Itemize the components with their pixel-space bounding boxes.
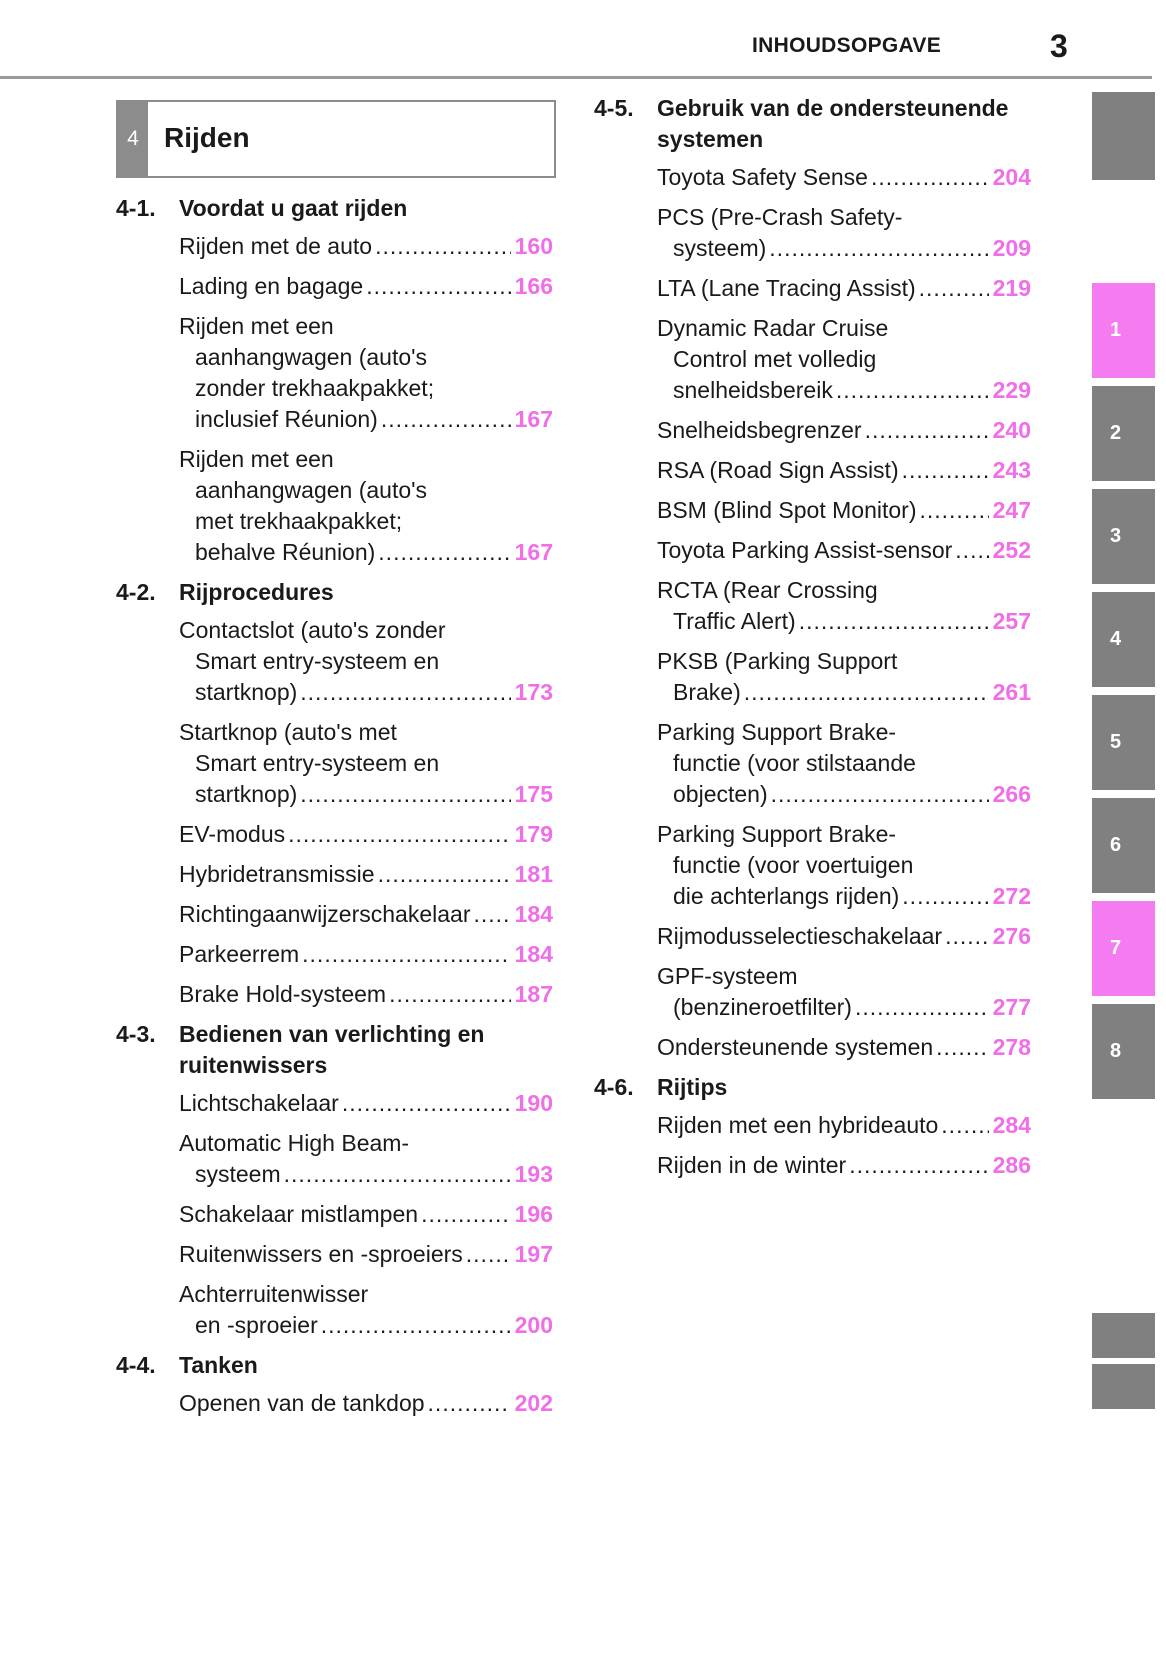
- dot-leader: [378, 859, 511, 890]
- entry-last-line: [179, 1388, 553, 1419]
- dot-leader: [375, 231, 511, 262]
- entry-text-line: Control met volledig: [673, 346, 877, 372]
- entry-last-line: [179, 939, 553, 970]
- entry-text-line: LTA (Lane Tracing Assist): [657, 275, 916, 301]
- dot-leader: [342, 1088, 511, 1119]
- toc-entry[interactable]: [179, 899, 553, 930]
- page-link[interactable]: 197: [514, 1241, 553, 1267]
- entry-last-line: [179, 1159, 553, 1190]
- section-number: 4-3.: [116, 1021, 156, 1047]
- entry-last-line: [179, 1199, 553, 1230]
- entry-text-line: met trekhaakpakket;: [195, 508, 403, 534]
- entry-text-line: behalve Réunion): [195, 539, 376, 565]
- toc-section: [116, 1350, 553, 1419]
- section-title: Gebruik van de ondersteunende systemen: [657, 95, 1009, 152]
- entry-text-line: BSM (Blind Spot Monitor): [657, 497, 917, 523]
- entry-last-line: [657, 233, 1031, 264]
- dot-leader: [466, 1239, 511, 1270]
- page-link[interactable]: 277: [992, 994, 1031, 1020]
- toc-entry[interactable]: [179, 1088, 553, 1119]
- chapter-box: [116, 100, 556, 178]
- entry-text-line: Toyota Parking Assist-sensor: [657, 537, 953, 563]
- toc-entry[interactable]: [179, 939, 553, 970]
- entry-text-line: Hybridetransmissie: [179, 861, 375, 887]
- page-link[interactable]: 167: [514, 406, 553, 432]
- entry-last-line: [179, 271, 553, 302]
- entry-last-line: [657, 1110, 1031, 1141]
- toc-entry[interactable]: [657, 961, 1031, 1023]
- dot-leader: [381, 404, 511, 435]
- entry-text-line: Automatic High Beam-: [179, 1130, 410, 1156]
- entry-last-line: [657, 415, 1031, 446]
- toc-entry[interactable]: [657, 921, 1031, 952]
- toc-entry[interactable]: [657, 535, 1031, 566]
- toc-column-right: [594, 93, 1031, 1190]
- page-link[interactable]: 160: [514, 233, 553, 259]
- entry-last-line: [657, 881, 1031, 912]
- page-link[interactable]: 240: [992, 417, 1031, 443]
- entry-text-line: snelheidsbereik: [673, 377, 833, 403]
- toc-entry[interactable]: [657, 1150, 1031, 1181]
- dot-leader: [945, 921, 989, 952]
- toc-section: [594, 93, 1031, 1063]
- page-link[interactable]: 252: [992, 537, 1031, 563]
- dot-leader: [769, 233, 988, 264]
- entry-text-line: inclusief Réunion): [195, 406, 378, 432]
- chapter-number: 4: [118, 102, 148, 176]
- entry-text-line: RCTA (Rear Crossing: [657, 577, 878, 603]
- entry-text-line: Rijden met een hybrideauto: [657, 1112, 939, 1138]
- dot-leader: [321, 1310, 511, 1341]
- section-number: 4-6.: [594, 1074, 634, 1100]
- entry-text-line: Ruitenwissers en -sproeiers: [179, 1241, 463, 1267]
- entry-text-line: Rijden in de winter: [657, 1152, 847, 1178]
- entry-last-line: [657, 455, 1031, 486]
- entry-last-line: [179, 1088, 553, 1119]
- entry-last-line: [179, 1239, 553, 1270]
- entry-text-line: Rijden met een: [179, 313, 334, 339]
- entry-last-line: [179, 1310, 553, 1341]
- toc-entry[interactable]: [179, 859, 553, 890]
- toc-entry[interactable]: [657, 819, 1031, 912]
- section-heading[interactable]: [116, 1019, 553, 1081]
- entry-text-line: systeem: [195, 1161, 281, 1187]
- dot-leader: [799, 606, 989, 637]
- chapter-tab-blank[interactable]: [1092, 1313, 1155, 1358]
- entry-text-line: objecten): [673, 781, 768, 807]
- toc-entry[interactable]: [657, 415, 1031, 446]
- dot-leader: [771, 779, 989, 810]
- dot-leader: [919, 495, 988, 526]
- chapter-title: Rijden: [164, 122, 250, 153]
- entry-text-line: Rijmodusselectieschakelaar: [657, 923, 943, 949]
- dot-leader: [428, 1388, 511, 1419]
- toc-entry[interactable]: [179, 1239, 553, 1270]
- entry-last-line: [657, 779, 1031, 810]
- toc-entry[interactable]: [179, 311, 553, 435]
- page-link[interactable]: 229: [992, 377, 1031, 403]
- toc-entry[interactable]: [657, 1032, 1031, 1063]
- entry-text-line: Snelheidsbegrenzer: [657, 417, 862, 443]
- dot-leader: [836, 375, 989, 406]
- chapter-tab-7[interactable]: 7: [1092, 901, 1155, 996]
- page-number: 3: [1050, 28, 1068, 64]
- dot-leader: [300, 779, 510, 810]
- entry-text-line: Smart entry-systeem en: [195, 648, 440, 674]
- entry-last-line: [179, 899, 553, 930]
- entry-last-line: [179, 537, 553, 568]
- page-link[interactable]: 167: [514, 539, 553, 565]
- page-link[interactable]: 278: [992, 1034, 1031, 1060]
- toc-entry[interactable]: [179, 979, 553, 1010]
- entry-text-line: PKSB (Parking Support: [657, 648, 898, 674]
- entry-text-line: Openen van de tankdop: [179, 1390, 425, 1416]
- entry-last-line: [179, 779, 553, 810]
- entry-last-line: [657, 921, 1031, 952]
- header-rule: [0, 76, 1152, 79]
- entry-text-line: GPF-systeem: [657, 963, 798, 989]
- dot-leader: [366, 271, 510, 302]
- dot-leader: [865, 415, 989, 446]
- toc-entry[interactable]: [179, 231, 553, 262]
- section-heading[interactable]: [116, 193, 553, 224]
- chapter-tab-5[interactable]: 5: [1092, 695, 1155, 790]
- entry-text-line: Parkeerrem: [179, 941, 300, 967]
- entry-text-line: aanhangwagen (auto's: [195, 344, 428, 370]
- dot-leader: [421, 1199, 511, 1230]
- toc-section: [116, 577, 553, 1010]
- toc-entry[interactable]: [657, 717, 1031, 810]
- entry-text-line: startknop): [195, 679, 298, 705]
- entry-text-line: Achterruitenwisser: [179, 1281, 369, 1307]
- entry-text-line: startknop): [195, 781, 298, 807]
- chapter-tab-6[interactable]: 6: [1092, 798, 1155, 893]
- toc-section: [116, 193, 553, 568]
- section-number: 4-1.: [116, 195, 156, 221]
- entry-text-line: RSA (Road Sign Assist): [657, 457, 899, 483]
- entry-last-line: [179, 404, 553, 435]
- entry-text-line: Parking Support Brake-: [657, 821, 897, 847]
- page-link[interactable]: 173: [514, 679, 553, 705]
- entry-text-line: zonder trekhaakpakket;: [195, 375, 435, 401]
- dot-leader: [871, 162, 989, 193]
- entry-text-line: en -sproeier: [195, 1312, 318, 1338]
- entry-last-line: [657, 1150, 1031, 1181]
- entry-text-line: (benzineroetfilter): [673, 994, 852, 1020]
- page-link[interactable]: 196: [514, 1201, 553, 1227]
- entry-text-line: Smart entry-systeem en: [195, 750, 440, 776]
- page-link[interactable]: 187: [514, 981, 553, 1007]
- page-link[interactable]: 247: [992, 497, 1031, 523]
- entry-last-line: [657, 162, 1031, 193]
- entry-last-line: [657, 1032, 1031, 1063]
- page-link[interactable]: 284: [992, 1112, 1031, 1138]
- toc-entry[interactable]: [179, 1128, 553, 1190]
- entry-last-line: [179, 231, 553, 262]
- page-link[interactable]: 261: [992, 679, 1031, 705]
- toc-entry[interactable]: [657, 313, 1031, 406]
- toc-entry[interactable]: [657, 455, 1031, 486]
- page-link[interactable]: 276: [992, 923, 1031, 949]
- entry-text-line: Startknop (auto's met: [179, 719, 397, 745]
- entry-text-line: Schakelaar mistlampen: [179, 1201, 419, 1227]
- dot-leader: [849, 1150, 988, 1181]
- entry-last-line: [657, 677, 1031, 708]
- dot-leader: [473, 899, 510, 930]
- dot-leader: [902, 881, 988, 912]
- dot-leader: [941, 1110, 988, 1141]
- entry-text-line: Parking Support Brake-: [657, 719, 897, 745]
- toc-entry[interactable]: [179, 1388, 553, 1419]
- section-title: Bedienen van verlichting en ruitenwissers: [179, 1021, 485, 1078]
- entry-last-line: [657, 535, 1031, 566]
- toc-entry[interactable]: [657, 273, 1031, 304]
- toc-entry[interactable]: [179, 271, 553, 302]
- entry-last-line: [179, 859, 553, 890]
- entry-text-line: functie (voor voertuigen: [673, 852, 914, 878]
- section-title: Rijprocedures: [179, 579, 334, 605]
- entry-text-line: Lichtschakelaar: [179, 1090, 339, 1116]
- section-heading[interactable]: [594, 93, 1031, 155]
- dot-leader: [389, 979, 511, 1010]
- section-title: Rijtips: [657, 1074, 728, 1100]
- page-link[interactable]: 204: [992, 164, 1031, 190]
- dot-leader: [288, 819, 511, 850]
- entry-text-line: Contactslot (auto's zonder: [179, 617, 446, 643]
- dot-leader: [302, 939, 510, 970]
- page-link[interactable]: 286: [992, 1152, 1031, 1178]
- page-link[interactable]: 193: [514, 1161, 553, 1187]
- dot-leader: [919, 273, 989, 304]
- toc-entry[interactable]: [179, 1199, 553, 1230]
- toc-entry[interactable]: [179, 819, 553, 850]
- dot-leader: [744, 677, 989, 708]
- toc-entry[interactable]: [657, 646, 1031, 708]
- dot-leader: [300, 677, 510, 708]
- entry-last-line: [179, 819, 553, 850]
- toc-entry[interactable]: [657, 202, 1031, 264]
- entry-text-line: die achterlangs rijden): [673, 883, 900, 909]
- entry-text-line: Lading en bagage: [179, 273, 364, 299]
- chapter-tab-4[interactable]: 4: [1092, 592, 1155, 687]
- page-link[interactable]: 243: [992, 457, 1031, 483]
- entry-text-line: Richtingaanwijzerschakelaar: [179, 901, 471, 927]
- page-link[interactable]: 272: [992, 883, 1031, 909]
- toc-column-left: [116, 193, 553, 1428]
- toc-entry[interactable]: [657, 575, 1031, 637]
- toc-entry[interactable]: [179, 717, 553, 810]
- section-number: 4-2.: [116, 579, 156, 605]
- entry-text-line: Toyota Safety Sense: [657, 164, 868, 190]
- toc-entry[interactable]: [657, 162, 1031, 193]
- entry-text-line: Ondersteunende systemen: [657, 1034, 934, 1060]
- dot-leader: [902, 455, 989, 486]
- page-link[interactable]: 184: [514, 941, 553, 967]
- dot-leader: [955, 535, 988, 566]
- page-link[interactable]: 257: [992, 608, 1031, 634]
- entry-text-line: Brake Hold-systeem: [179, 981, 387, 1007]
- toc-entry[interactable]: [657, 1110, 1031, 1141]
- header-title: INHOUDSOPGAVE: [752, 34, 942, 57]
- entry-last-line: [657, 273, 1031, 304]
- page-link[interactable]: 200: [514, 1312, 553, 1338]
- page-link[interactable]: 190: [514, 1090, 553, 1116]
- chapter-tab-1[interactable]: 1: [1092, 283, 1155, 378]
- chapter-tab-8[interactable]: 8: [1092, 1004, 1155, 1099]
- page-link[interactable]: 184: [514, 901, 553, 927]
- dot-leader: [378, 537, 510, 568]
- entry-text-line: Rijden met de auto: [179, 233, 373, 259]
- entry-text-line: aanhangwagen (auto's: [195, 477, 428, 503]
- toc-entry[interactable]: [179, 444, 553, 568]
- toc-section: [594, 1072, 1031, 1181]
- entry-text-line: Brake): [673, 679, 741, 705]
- chapter-tab-blank[interactable]: [1092, 92, 1155, 180]
- page-link[interactable]: 175: [514, 781, 553, 807]
- section-heading[interactable]: [116, 1350, 553, 1381]
- entry-text-line: Rijden met een: [179, 446, 334, 472]
- entry-last-line: [657, 495, 1031, 526]
- entry-text-line: systeem): [673, 235, 767, 261]
- page-link[interactable]: 266: [992, 781, 1031, 807]
- section-heading[interactable]: [116, 577, 553, 608]
- page-link[interactable]: 166: [514, 273, 553, 299]
- toc-section: [116, 1019, 553, 1341]
- section-heading[interactable]: [594, 1072, 1031, 1103]
- toc-entry[interactable]: [179, 615, 553, 708]
- entry-text-line: EV-modus: [179, 821, 286, 847]
- dot-leader: [284, 1159, 511, 1190]
- entry-last-line: [179, 677, 553, 708]
- section-number: 4-5.: [594, 95, 634, 121]
- section-title: Tanken: [179, 1352, 258, 1378]
- entry-text-line: functie (voor stilstaande: [673, 750, 916, 776]
- entry-last-line: [657, 375, 1031, 406]
- toc-entry[interactable]: [657, 495, 1031, 526]
- section-title: Voordat u gaat rijden: [179, 195, 408, 221]
- chapter-tab-2[interactable]: 2: [1092, 386, 1155, 481]
- entry-last-line: [657, 992, 1031, 1023]
- toc-entry[interactable]: [179, 1279, 553, 1341]
- page-link[interactable]: 209: [992, 235, 1031, 261]
- dot-leader: [855, 992, 989, 1023]
- entry-text-line: Dynamic Radar Cruise: [657, 315, 889, 341]
- page-link[interactable]: 202: [514, 1390, 553, 1416]
- entry-last-line: [179, 979, 553, 1010]
- page-link[interactable]: 181: [514, 861, 553, 887]
- section-number: 4-4.: [116, 1352, 156, 1378]
- page-link[interactable]: 219: [992, 275, 1031, 301]
- page-link[interactable]: 179: [514, 821, 553, 847]
- entry-text-line: PCS (Pre-Crash Safety-: [657, 204, 903, 230]
- chapter-tab-3[interactable]: 3: [1092, 489, 1155, 584]
- chapter-tab-blank[interactable]: [1092, 1364, 1155, 1409]
- entry-text-line: Traffic Alert): [673, 608, 796, 634]
- entry-last-line: [657, 606, 1031, 637]
- dot-leader: [936, 1032, 988, 1063]
